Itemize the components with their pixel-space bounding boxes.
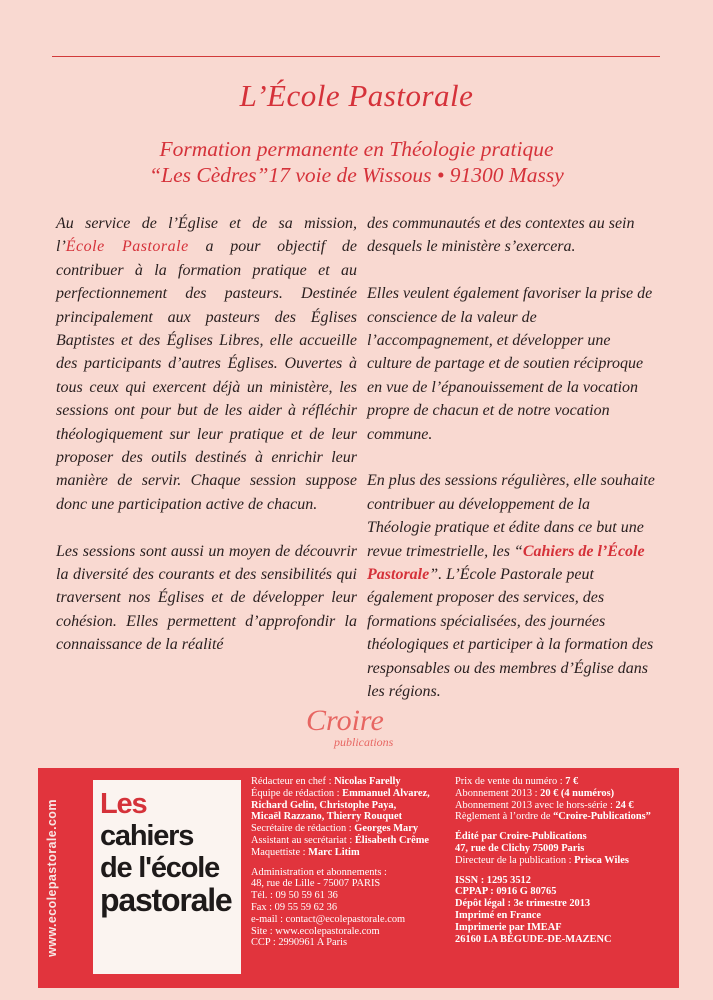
right-paragraph-3: [367, 469, 657, 703]
cahiers-logo-cahiers: cahiers: [100, 820, 194, 852]
value: “Croire-Publications”: [553, 811, 651, 823]
label: Règlement à l’ordre de: [455, 811, 554, 823]
ville-row: 26160 LA BÉGUDE-DE-MAZENC: [455, 933, 612, 945]
value: Marc Litim: [308, 846, 360, 858]
left-paragraph-1: [56, 212, 357, 516]
value: Élisabeth Crême: [354, 834, 430, 846]
label: Abonnement 2013 :: [455, 787, 541, 799]
equipe-row-2: Richard Gelin, Christophe Paya,: [251, 799, 397, 811]
cahiers-highlight: Cahiers de l’École Pastorale: [367, 542, 645, 584]
label: Assistant au secrétariat :: [251, 834, 355, 846]
value: 7 €: [565, 776, 579, 787]
maquettiste-row: [251, 847, 461, 859]
fax-row: Fax : 09 55 59 62 36: [251, 901, 338, 913]
depot-row: Dépôt légal : 3e trimestre 2013: [455, 898, 591, 910]
value: Georges Mary: [354, 823, 419, 835]
masthead-column-1: [251, 776, 461, 949]
right-column: [367, 212, 657, 727]
abo-row: [455, 788, 675, 800]
imprime-row: Imprimé en France: [455, 909, 541, 921]
label: Rédacteur en chef :: [251, 776, 335, 787]
cahiers-logo-les: Les: [100, 788, 147, 820]
spacer: [455, 823, 675, 831]
ecole-pastorale-highlight: École Pastorale: [65, 238, 189, 256]
admin-row-1: Administration et abonnements :: [251, 866, 387, 878]
site-link[interactable]: Site : www.ecolepastorale.com: [251, 925, 380, 937]
redacteur-row: [251, 776, 461, 788]
croire-publications-logo: [300, 702, 410, 752]
text-run: Au service de l’Église et de sa mission, l’: [56, 215, 357, 256]
left-column: [56, 212, 357, 680]
assistant-row: [251, 835, 461, 847]
equipe-row-3: Micaël Razzano, Thierry Rouquet: [251, 811, 403, 823]
cppap-row: CPPAP : 0916 G 80765: [455, 886, 557, 898]
side-url: www.ecolepastorale.com: [45, 799, 59, 957]
subtitle-line-1: Formation permanente en Théologie pratique: [159, 137, 554, 161]
spacer: [455, 867, 675, 875]
text-run: En plus des sessions régulières, elle souhaite contribuer au développement de la Théologie pratique et édite dans ce but une revue trimestrielle, les “: [367, 472, 655, 560]
croire-logo-sub: publications: [334, 735, 394, 749]
reglement-row: [455, 811, 675, 823]
abo-hs-row: [455, 800, 675, 812]
cahiers-logo-line-3: pastorale: [100, 882, 232, 918]
footer-masthead: [38, 768, 679, 988]
value: Prisca Wiles: [574, 854, 629, 866]
text-run: a pour objectif de contribuer à la formation pratique et au perfectionnement des pasteurs. Destinée principalement aux pasteurs des Églises Baptistes et des Églises Libres, elle accueille des participants d’autres Églises. Ouvertes à tous ceux qui exercent déjà un ministère, les sessions ont pour but de les aider à réfléchir théologiquement sur leur pratique et de leur proposer des outils destinés à enrichir leur manière de servir. Chaque session suppose donc une participation active de chacun.: [56, 238, 358, 513]
masthead-column-2: [455, 776, 675, 945]
label: Secrétaire de rédaction :: [251, 823, 355, 835]
cahiers-logo: [93, 780, 241, 974]
issn-row: ISSN : 1295 3512: [455, 874, 531, 886]
equipe-row: [251, 788, 461, 800]
ccp-row: CCP : 2990961 A Paris: [251, 937, 348, 949]
right-paragraph-2: Elles veulent également favoriser la prise de conscience de la valeur de l’accompagnement, et développer une culture de partage et de soutien réciproque en vue de l’épanouissement de la vocation propre de chacun et de notre vocation commune.: [367, 285, 653, 443]
left-paragraph-2: Les sessions sont aussi un moyen de découvrir la diversité des courants et des sensibilités qui traversent nos Églises et de développer leur cohésion. Elles permettent d’approfondir la connaissance de la réalité: [56, 542, 357, 654]
croire-logo-word: Croire: [306, 704, 384, 737]
page-title: L’École Pastorale: [239, 78, 474, 113]
secretaire-row: [251, 823, 461, 835]
cahiers-logo-text: [100, 788, 240, 916]
value: Nicolas Farelly: [334, 776, 401, 787]
value: 24 €: [615, 799, 634, 811]
label: Directeur de la publication :: [455, 854, 575, 866]
label: Abonnement 2013 avec le hors-série :: [455, 799, 616, 811]
label: Équipe de rédaction :: [251, 787, 343, 799]
cahiers-logo-line-1: [100, 788, 240, 852]
label: Prix de vente du numéro :: [455, 776, 566, 787]
directeur-row: [455, 855, 675, 867]
tel-row: Tél. : 09 50 59 61 36: [251, 890, 338, 902]
page-subtitle: [0, 136, 713, 188]
edite-row-1: Édité par Croire-Publications: [455, 831, 587, 843]
right-paragraph-1: des communautés et des contextes au sein desquels le ministère s’exercera.: [367, 215, 635, 256]
email-link[interactable]: e-mail : contact@ecolepastorale.com: [251, 913, 406, 925]
top-rule: [52, 56, 660, 57]
cahiers-logo-line-2: de l'école: [100, 852, 220, 884]
edite-row-2: 47, rue de Clichy 75009 Paris: [455, 842, 585, 854]
subtitle-line-2: “Les Cèdres”17 voie de Wissous • 91300 Massy: [149, 163, 564, 187]
text-run: ”. L’École Pastorale peut également proposer des services, des formations spécialisées, des journées théologiques et participer à la formation des responsables ou des membres d’Église dans les régions.: [367, 566, 654, 701]
label: Maquettiste :: [251, 846, 309, 858]
admin-row-2: 48, rue de Lille - 75007 PARIS: [251, 878, 381, 890]
spacer: [251, 859, 461, 867]
value: 20 € (4 numéros): [540, 787, 615, 799]
prix-row: [455, 776, 675, 788]
value: Emmanuel Alvarez,: [342, 787, 430, 799]
imprimerie-row: Imprimerie par IMEAF: [455, 921, 562, 933]
